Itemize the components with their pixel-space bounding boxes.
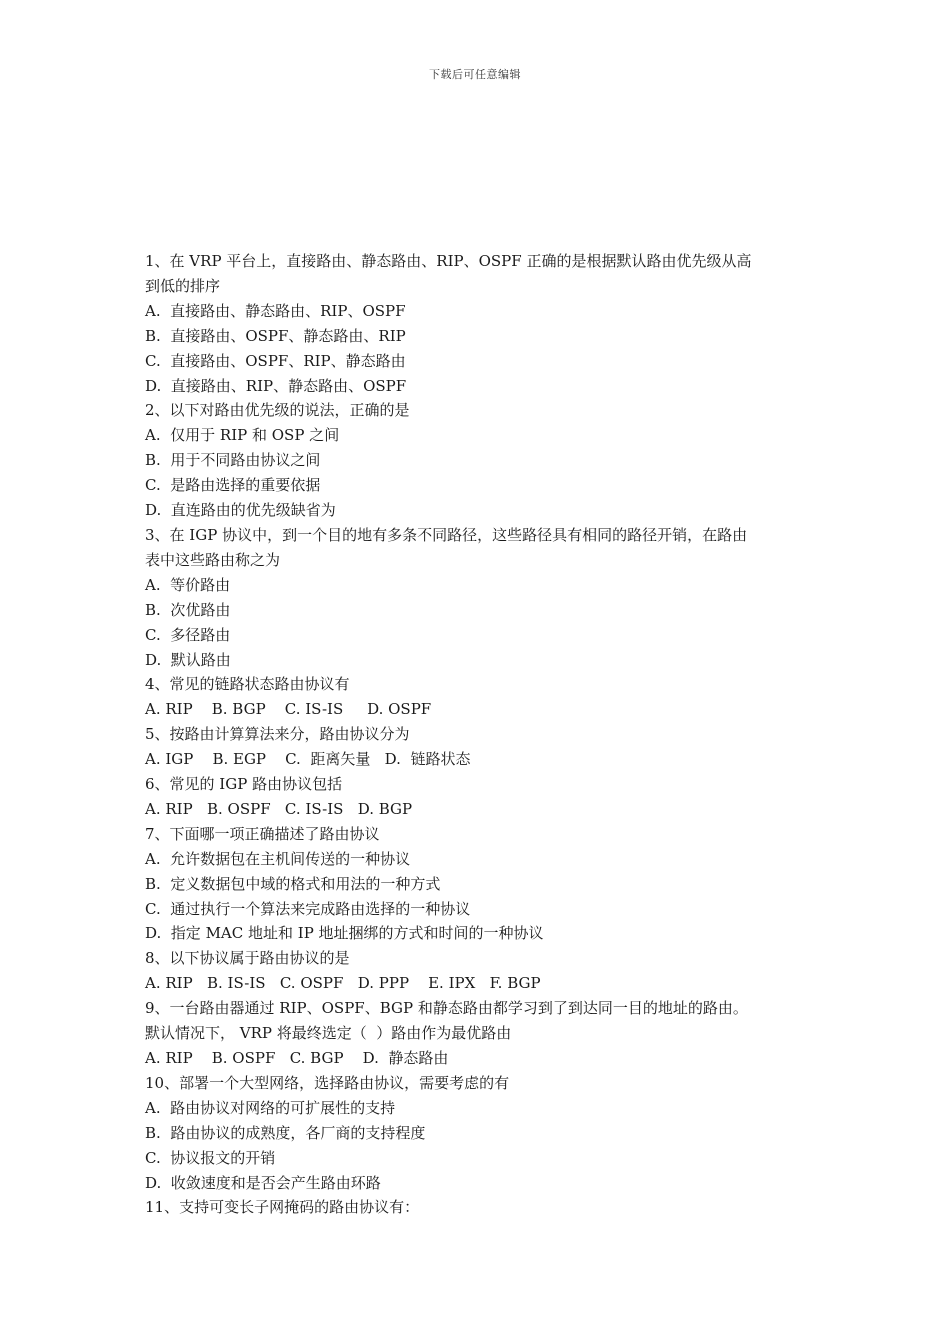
text-line: C. 多径路由 xyxy=(145,625,231,644)
text-line: B. 直接路由、OSPF、静态路由、RIP xyxy=(145,326,406,345)
text-line: 到低的排序 xyxy=(145,276,221,295)
text-line: 表中这些路由称之为 xyxy=(145,550,281,569)
text-line: A. 直接路由、静态路由、RIP、OSPF xyxy=(145,301,406,320)
text-line: D. 直连路由的优先级缺省为 xyxy=(145,501,336,520)
text-line: 8、以下协议属于路由协议的是 xyxy=(145,949,350,968)
text-line: B. 路由协议的成熟度，各厂商的支持程度 xyxy=(145,1123,426,1142)
text-line: 1、在 VRP 平台上，直接路由、静态路由、RIP、OSPF 正确的是根据默认路由优先级从高 xyxy=(145,252,752,270)
text-line: 3、在 IGP 协议中，到一个目的地有多条不同路径，这些路径具有相同的路径开销，在路由 xyxy=(145,525,748,544)
text-line: C. 直接路由、OSPF、RIP、静态路由 xyxy=(145,351,406,370)
page-header: 下载后可任意编辑 xyxy=(429,68,521,81)
text-line: A. RIP B. IS-IS C. OSPF D. PPP E. IPX F. BGP xyxy=(145,974,541,993)
text-line: D. 直接路由、RIP、静态路由、OSPF xyxy=(145,376,407,395)
text-line: A. RIP B. OSPF C. IS-IS D. BGP xyxy=(145,799,413,818)
text-line: D. 收敛速度和是否会产生路由环路 xyxy=(145,1173,381,1192)
text-line: D. 指定 MAC 地址和 IP 地址捆绑的方式和时间的一种协议 xyxy=(145,924,544,943)
text-line: C. 是路由选择的重要依据 xyxy=(145,476,321,495)
text-line: D. 默认路由 xyxy=(145,650,231,669)
question-list xyxy=(145,249,810,1220)
text-line: A. 路由协议对网络的可扩展性的支持 xyxy=(145,1098,396,1117)
text-line: A. 允许数据包在主机间传送的一种协议 xyxy=(145,849,411,868)
text-line: A. RIP B. OSPF C. BGP D. 静态路由 xyxy=(145,1049,449,1067)
text-line: B. 次优路由 xyxy=(145,600,231,619)
text-line: 11、支持可变长子网掩码的路由协议有： xyxy=(145,1198,420,1217)
text-line: B. 定义数据包中域的格式和用法的一种方式 xyxy=(145,874,441,893)
text-line: A. 仅用于 RIP 和 OSP 之间 xyxy=(145,426,340,445)
text-line: A. IGP B. EGP C. 距离矢量 D. 链路状态 xyxy=(145,750,471,769)
text-line: 4、常见的链路状态路由协议有 xyxy=(145,675,350,694)
text-line: C. 协议报文的开销 xyxy=(145,1148,276,1167)
text-line: 9、一台路由器通过 RIP、OSPF、BGP 和静态路由都学习到了到达同一目的地址的路由。 xyxy=(145,999,748,1018)
text-line: 10、部署一个大型网络，选择路由协议，需要考虑的有 xyxy=(145,1073,510,1092)
text-line: 7、下面哪一项正确描述了路由协议 xyxy=(145,824,380,843)
text-line: B. 用于不同路由协议之间 xyxy=(145,451,321,470)
text-line: A. RIP B. BGP C. IS-IS D. OSPF xyxy=(145,700,432,719)
text-line: 默认情况下， VRP 将最终选定（ ）路由作为最优路由 xyxy=(145,1024,512,1043)
text-line: 6、常见的 IGP 路由协议包括 xyxy=(145,775,343,794)
text-line: C. 通过执行一个算法来完成路由选择的一种协议 xyxy=(145,899,471,918)
text-line: A. 等价路由 xyxy=(145,575,231,594)
text-line: 5、按路由计算算法来分，路由协议分为 xyxy=(145,725,410,744)
text-line: 2、以下对路由优先级的说法，正确的是 xyxy=(145,401,410,420)
